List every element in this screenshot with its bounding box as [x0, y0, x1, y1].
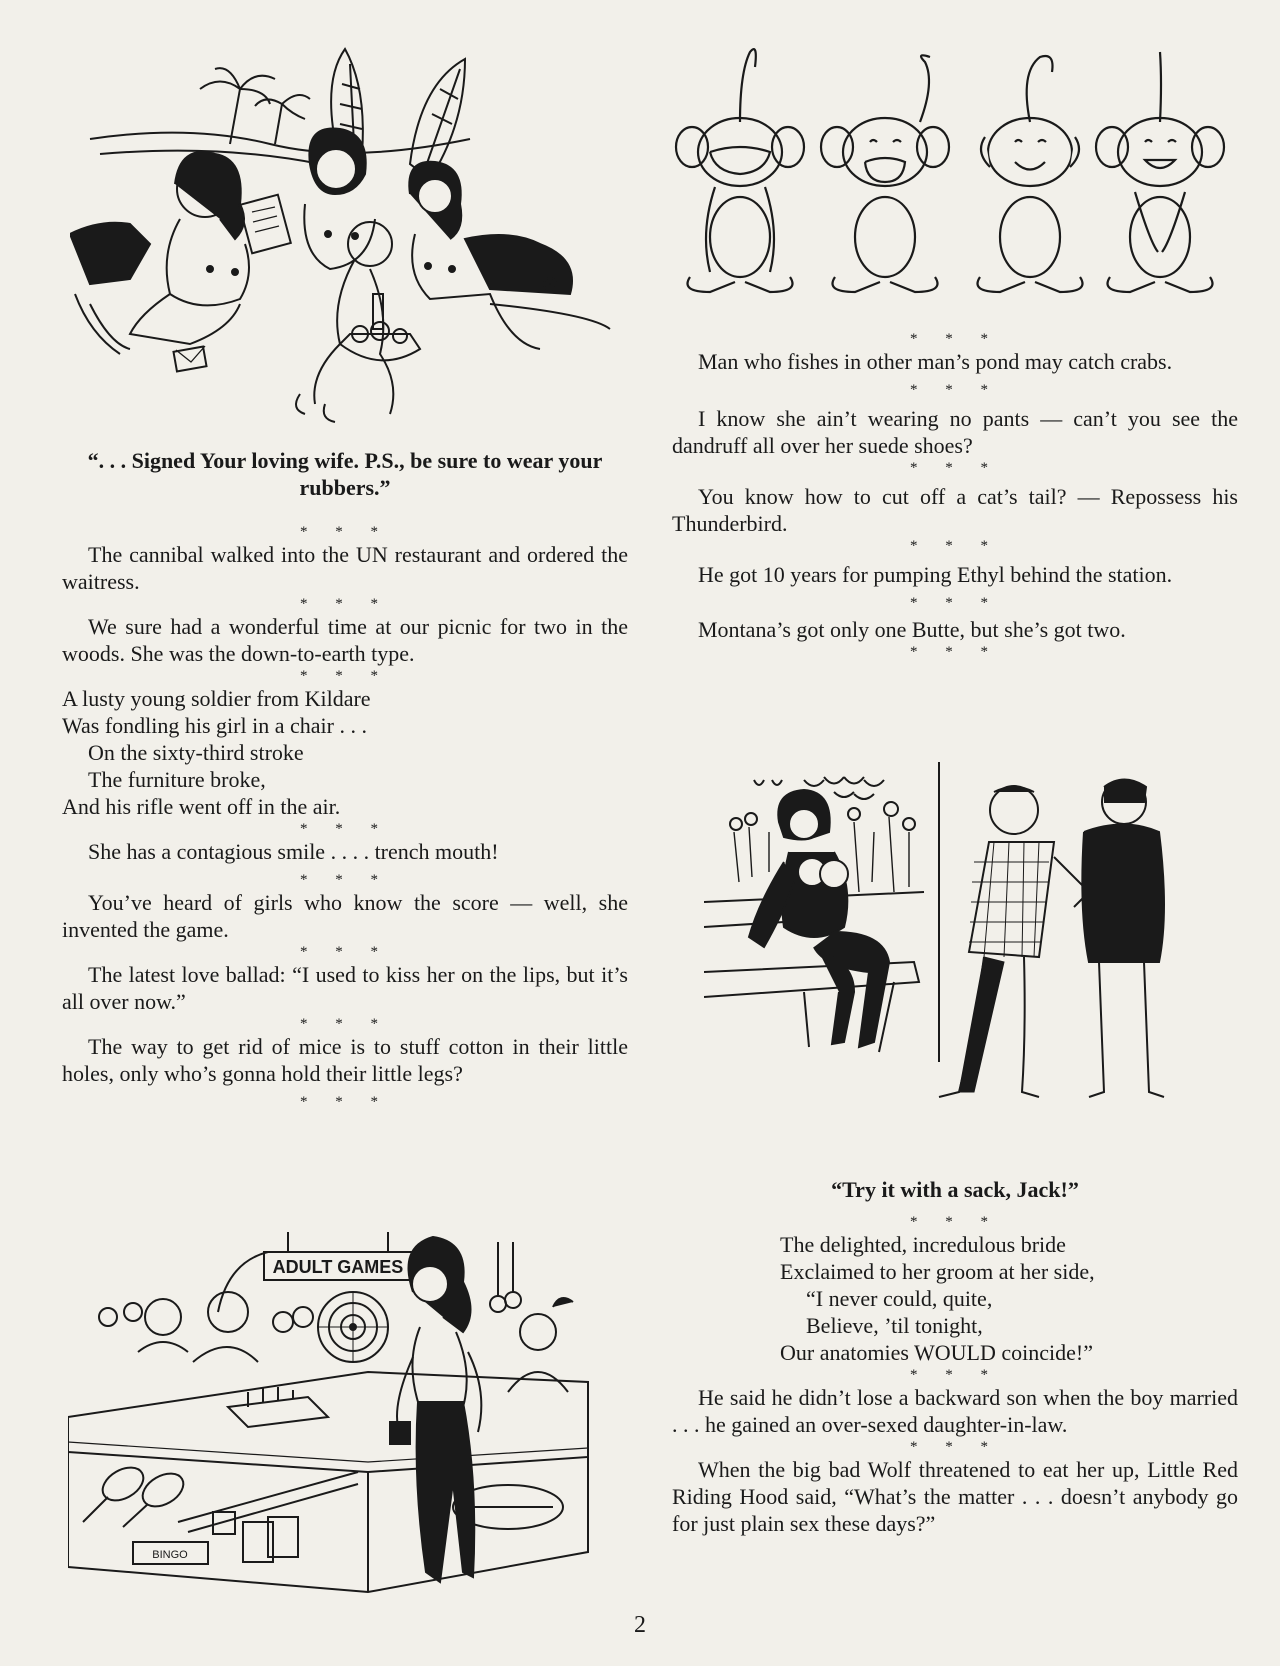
limerick-line: Was fondling his girl in a chair . . .: [62, 713, 367, 738]
limerick-line: The furniture broke,: [88, 767, 266, 792]
separator-stars: * * *: [300, 668, 390, 684]
separator-stars: * * *: [300, 821, 390, 837]
monkey-1: [676, 49, 804, 292]
separator-stars: * * *: [910, 1367, 1000, 1383]
joke-score: You’ve heard of girls who know the score — well, she invented the game.: [62, 890, 628, 942]
separator-stars: * * *: [300, 944, 390, 960]
joke-thunderbird: You know how to cut off a cat’s tail? — Repossess his Thunderbird.: [672, 484, 1238, 536]
limerick-line: On the sixty-third stroke: [88, 740, 304, 765]
joke-montana: Montana’s got only one Butte, but she’s got two.: [698, 617, 1126, 642]
separator-stars: * * *: [300, 524, 390, 540]
verse-line: The delighted, incredulous bride: [780, 1232, 1066, 1257]
separator-stars: * * *: [300, 596, 390, 612]
limerick-line: And his rifle went off in the air.: [62, 794, 341, 819]
limerick-line: A lusty young soldier from Kildare: [62, 686, 371, 711]
separator-stars: * * *: [300, 1094, 390, 1110]
separator-stars: * * *: [910, 382, 1000, 398]
separator-stars: * * *: [910, 1439, 1000, 1455]
joke-son: He said he didn’t lose a backward son when the boy married . . . he gained an over-sexed daughter-in-law.: [672, 1385, 1238, 1437]
joke-picnic: We sure had a wonderful time at our picnic for two in the woods. She was the down-to-earth type.: [62, 614, 628, 666]
joke-ethyl: He got 10 years for pumping Ethyl behind the station.: [698, 562, 1173, 587]
separator-stars: * * *: [910, 538, 1000, 554]
separator-stars: * * *: [910, 595, 1000, 611]
monkey-2: [821, 55, 949, 292]
joke-dandruff: I know she ain’t wearing no pants — can’t you see the dandruff all over her suede shoes?: [672, 406, 1238, 458]
separator-stars: * * *: [910, 331, 1000, 347]
separator-stars: * * *: [300, 1016, 390, 1032]
joke-ballad: The latest love ballad: “I used to kiss her on the lips, but it’s all over now.”: [62, 962, 628, 1014]
joke-cannibal: The cannibal walked into the UN restaurant and ordered the waitress.: [62, 542, 628, 594]
verse-line: Believe, ’til tonight,: [806, 1313, 983, 1338]
separator-stars: * * *: [910, 644, 1000, 660]
monkey-3: [978, 56, 1083, 292]
beach-cartoon: [70, 44, 630, 434]
joke-red-riding-hood: When the big bad Wolf threatened to eat her up, Little Red Riding Hood said, “What’s the matter . . . doesn’t anybody go for just plain sex these days?”: [672, 1457, 1238, 1536]
verse-line: “I never could, quite,: [806, 1286, 993, 1311]
separator-stars: * * *: [910, 1214, 1000, 1230]
cartoon-caption-mid: “Try it with a sack, Jack!”: [831, 1177, 1079, 1202]
bingo-card-label: BINGO: [152, 1549, 188, 1561]
verse-bride: [672, 1231, 1238, 1366]
adult-games-sign: ADULT GAMES: [272, 1257, 404, 1277]
four-monkeys-cartoon: [670, 42, 1240, 312]
verse-line: Exclaimed to her groom at her side,: [780, 1259, 1095, 1284]
separator-stars: * * *: [910, 460, 1000, 476]
bar-cartoon: [704, 762, 1204, 1162]
separator-stars: * * *: [300, 872, 390, 888]
joke-smile: She has a contagious smile . . . . trench mouth!: [88, 839, 499, 864]
verse-line: Our anatomies WOULD coincide!”: [780, 1340, 1093, 1365]
cartoon-caption-top: “. . . Signed Your loving wife. P.S., be sure to wear your rubbers.”: [87, 448, 603, 500]
limerick-soldier: [62, 685, 628, 820]
joke-mice: The way to get rid of mice is to stuff cotton in their little holes, only who’s gonna hold their little legs?: [62, 1034, 628, 1086]
page-number: 2: [634, 1612, 646, 1638]
adult-games-cartoon: [68, 1222, 628, 1607]
monkey-4: [1096, 52, 1224, 292]
joke-pond: Man who fishes in other man’s pond may catch crabs.: [698, 349, 1173, 374]
